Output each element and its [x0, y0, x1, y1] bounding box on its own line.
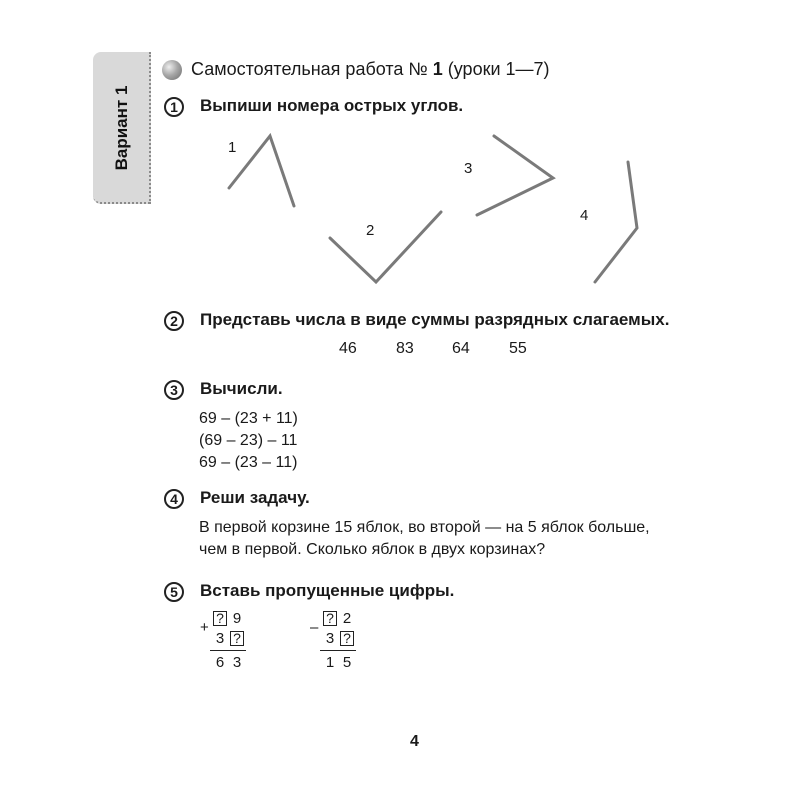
task-1-title: Выпиши номера острых углов.	[200, 96, 464, 115]
digit: 3	[232, 654, 242, 671]
angle-label-1: 1	[228, 139, 237, 156]
digit: 9	[232, 610, 242, 627]
angle-1	[229, 136, 294, 206]
task-4-text-line-2: чем в первой. Сколько яблок в двух корзинах?	[199, 541, 546, 558]
digit: 3	[325, 630, 335, 647]
missing-digit-box: ?	[230, 631, 244, 646]
task-2-number: 2	[164, 311, 184, 331]
sum-line	[210, 650, 246, 651]
page-title: Самостоятельная работа № 1 (уроки 1—7)	[191, 59, 550, 79]
digit: 5	[342, 654, 352, 671]
expression-3: 69 – (23 – 11)	[199, 454, 298, 471]
digit: 2	[342, 610, 352, 627]
digit: 3	[215, 630, 225, 647]
missing-digit-box: ?	[213, 611, 227, 626]
missing-digit-box: ?	[340, 631, 354, 646]
task-4-text-line-1: В первой корзине 15 яблок, во второй — на 5 яблок больше,	[199, 519, 650, 536]
angle-3	[477, 136, 553, 215]
task-5-number: 5	[164, 582, 184, 602]
number-item: 46	[339, 340, 357, 357]
angle-4	[595, 162, 637, 282]
digit: 6	[215, 654, 225, 671]
page-number: 4	[410, 733, 419, 750]
task-5-title: Вставь пропущенные цифры.	[200, 581, 455, 600]
variant-label: Вариант 1	[112, 85, 131, 171]
number-item: 55	[509, 340, 527, 357]
number-item: 64	[452, 340, 470, 357]
digit: 1	[325, 654, 335, 671]
angle-label-3: 3	[464, 160, 473, 177]
expression-2: (69 – 23) – 11	[199, 432, 298, 449]
expression-1: 69 – (23 + 11)	[199, 410, 298, 427]
task-1-number: 1	[164, 97, 184, 117]
difference-line	[320, 650, 356, 651]
addition-sign: +	[200, 619, 209, 636]
angle-label-4: 4	[580, 207, 589, 224]
angle-label-2: 2	[366, 222, 375, 239]
missing-digit-box: ?	[323, 611, 337, 626]
task-4-title: Реши задачу.	[200, 488, 310, 507]
task-2-title: Представь числа в виде суммы разрядных слагаемых.	[200, 310, 670, 329]
subtraction-sign: –	[310, 619, 319, 636]
number-item: 83	[396, 340, 414, 357]
angle-2	[330, 212, 441, 282]
task-3-title: Вычисли.	[200, 379, 283, 398]
task-4-number: 4	[164, 489, 184, 509]
task-3-number: 3	[164, 380, 184, 400]
